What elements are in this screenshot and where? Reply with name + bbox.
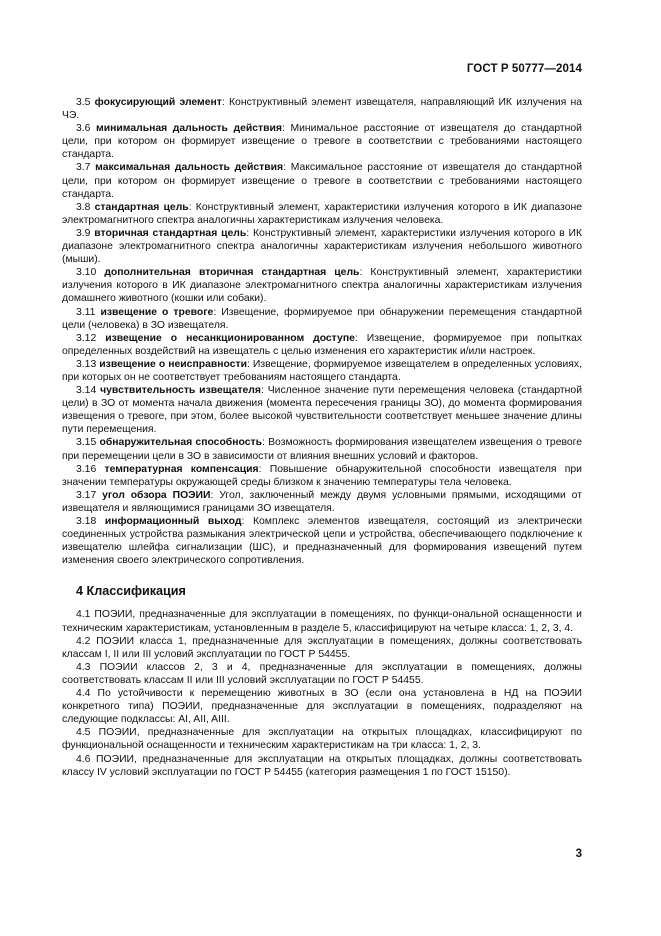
definition-text: : Конструктивный элемент, характеристики излучения которого в ИК диапазоне электромагнитного спектра аналогичны характеристикам излучения человека. xyxy=(62,201,582,226)
definition-term: извещение о тревоге xyxy=(100,306,214,318)
definition-paragraph xyxy=(62,161,582,200)
clause-paragraph: 4.1 ПОЭИИ, предназначенные для эксплуатации в помещениях, по функци-ональной оснащенности и техническим характеристикам, установленным в разделе 5, классифицируют на четыре класса: 1, 2, 3, 4. xyxy=(62,609,582,634)
definition-text: : Максимальное расстояние от извещателя до стандартной цели, при котором он формирует извещение о тревоге в соответствии с требованиями настоящего стандарта. xyxy=(62,162,583,200)
definition-text: : Комплекс элементов извещателя, состоящий из электрически соединенных устройства размыкания электрической цепи и устройства, обеспечивающего подключение к извещателю шлейфа сигнализации (ШС), и предназначенный для формирования извещений путем изменения своего электрического сопротивления. xyxy=(62,516,583,567)
clause-paragraph: 4.2 ПОЭИИ класса 1, предназначенные для эксплуатации в помещениях, должны соответствовать классам I, II или III условий эксплуатации по ГОСТ Р 54455. xyxy=(62,635,582,660)
definition-term: информационный выход xyxy=(104,516,242,527)
definition-paragraph xyxy=(62,332,582,358)
definition-text: : Конструктивный элемент извещателя, направляющий ИК излучения на ЧЭ. xyxy=(62,97,582,122)
definition-text: : Извещение, формируемое при обнаружении перемещения стандартной цели (человека) в ЗО извещателя. xyxy=(62,306,582,331)
definition-paragraph xyxy=(62,489,582,515)
definition-paragraph xyxy=(62,515,582,567)
definition-text: : Извещение, формируемое при попытках определенных воздействий на извещатель с целью изменения его характеристик и/или настроек. xyxy=(62,332,582,357)
definition-text: : Минимальное расстояние от извещателя до стандартной цели, при котором он формирует извещение о тревоге в соответствии с требованиями настоящего стандарта. xyxy=(62,123,582,161)
definition-term: извещение о неисправности xyxy=(99,358,247,370)
definition-term: температурная компенсация xyxy=(104,463,259,475)
definition-number: 3.10 xyxy=(76,267,97,279)
definition-number: 3.15 xyxy=(76,437,97,449)
definition-paragraph xyxy=(62,201,582,227)
definition-number: 3.14 xyxy=(76,385,97,397)
definition-number: 3.5 xyxy=(76,97,91,108)
definition-number: 3.11 xyxy=(76,306,96,318)
definition-number: 3.16 xyxy=(76,463,97,475)
definition-text: : Конструктивный элемент, характеристики излучения которого в ИК диапазоне электромагнитного спектра аналогичны характеристикам излучения небольшого животного (мыши). xyxy=(62,227,583,266)
definition-paragraph xyxy=(62,306,582,332)
definition-paragraph xyxy=(62,436,582,462)
clauses-list xyxy=(62,608,582,778)
clause-paragraph: 4.4 По устойчивости к перемещению животных в ЗО (если она установлена в НД на ПОЭИИ конкретного типа) ПОЭИИ, предназначенные для эксплуатации в помещениях, подразделяют на следующие подклассы: AI, AII, AIII. xyxy=(62,688,582,726)
definition-text: : Возможность формирования извещателем извещения о тревоге при перемещении цели в ЗО в зависимости от влияния внешних условий и факторов. xyxy=(62,437,582,462)
definition-paragraph xyxy=(62,122,582,161)
definition-text: : Конструктивный элемент, характеристики излучения которого в ИК диапазоне электромагнитного спектра аналогичны характеристикам излучения домашнего животного (кошки или собаки). xyxy=(62,267,582,305)
definition-number: 3.17 xyxy=(76,489,97,501)
definition-term: максимальная дальность действия xyxy=(95,162,284,174)
definition-term: извещение о несанкционированном доступе xyxy=(105,332,355,344)
definition-term: обнаружительная способность xyxy=(99,437,262,449)
definition-paragraph xyxy=(62,463,582,489)
definition-number: 3.9 xyxy=(76,227,91,239)
definition-paragraph xyxy=(62,227,582,266)
clause-paragraph: 4.6 ПОЭИИ, предназначенные для эксплуатации на открытых площадках, должны соответствовать классу IV условий эксплуатации по ГОСТ Р 54455 (категория размещения 1 по ГОСТ 15150). xyxy=(62,753,582,778)
definition-text: : Повышение обнаружительной способности извещателя при значении температуры окружающей среды близком к значению температуры тела человека. xyxy=(62,463,582,488)
definition-paragraph xyxy=(62,96,582,122)
definition-term: вторичная стандартная цель xyxy=(94,227,247,239)
clause-paragraph: 4.3 ПОЭИИ классов 2, 3 и 4, предназначенные для эксплуатации в помещениях, должны соответствовать классам II или III условий эксплуатации по ГОСТ Р 54455. xyxy=(62,661,582,686)
clause-paragraph: 4.5 ПОЭИИ, предназначенные для эксплуатации на открытых площадках, классифицируют по функциональной оснащенности и техническим характеристикам на три класса: 1, 2, 3. xyxy=(62,727,582,752)
definitions-list xyxy=(62,96,582,567)
page-number: 3 xyxy=(575,848,582,860)
definition-number: 3.18 xyxy=(76,516,97,527)
definition-term: стандартная цель xyxy=(94,201,189,213)
definition-number: 3.13 xyxy=(76,358,97,370)
definition-number: 3.6 xyxy=(76,123,91,135)
definition-term: чувствительность извещателя xyxy=(100,385,261,397)
definition-term: минимальная дальность действия xyxy=(96,123,282,135)
definition-paragraph xyxy=(62,266,582,305)
definition-term: угол обзора ПОЭИИ xyxy=(102,489,211,501)
document-id-header: ГОСТ Р 50777—2014 xyxy=(466,63,582,75)
definition-term: дополнительная вторичная стандартная цель xyxy=(104,267,360,279)
definition-text: : Извещение, формируемое извещателем в определенных условиях, при которых он не соответствует требованиям настоящего стандарта. xyxy=(62,358,582,383)
section-title: 4 Классификация xyxy=(76,584,186,599)
definition-paragraph xyxy=(62,384,582,436)
definition-text: : Численное значение пути перемещения человека (стандартной цели) в ЗО от момента начала движения (момента пересечения границы ЗО), до момента формирования извещения о тревоге, при этом, более высокой чувствительности соответствует меньшее значение длины пути перемещения. xyxy=(62,385,583,436)
definition-text: : Угол, заключенный между двумя условными прямыми, исходящими от извещателя и являющимися границами ЗО извещателя. xyxy=(62,489,582,514)
definition-number: 3.8 xyxy=(76,201,91,213)
definition-paragraph xyxy=(62,358,582,384)
definition-term: фокусирующий элемент xyxy=(94,97,222,108)
definition-number: 3.7 xyxy=(76,162,91,174)
definition-number: 3.12 xyxy=(76,332,97,344)
page-content xyxy=(62,96,582,779)
